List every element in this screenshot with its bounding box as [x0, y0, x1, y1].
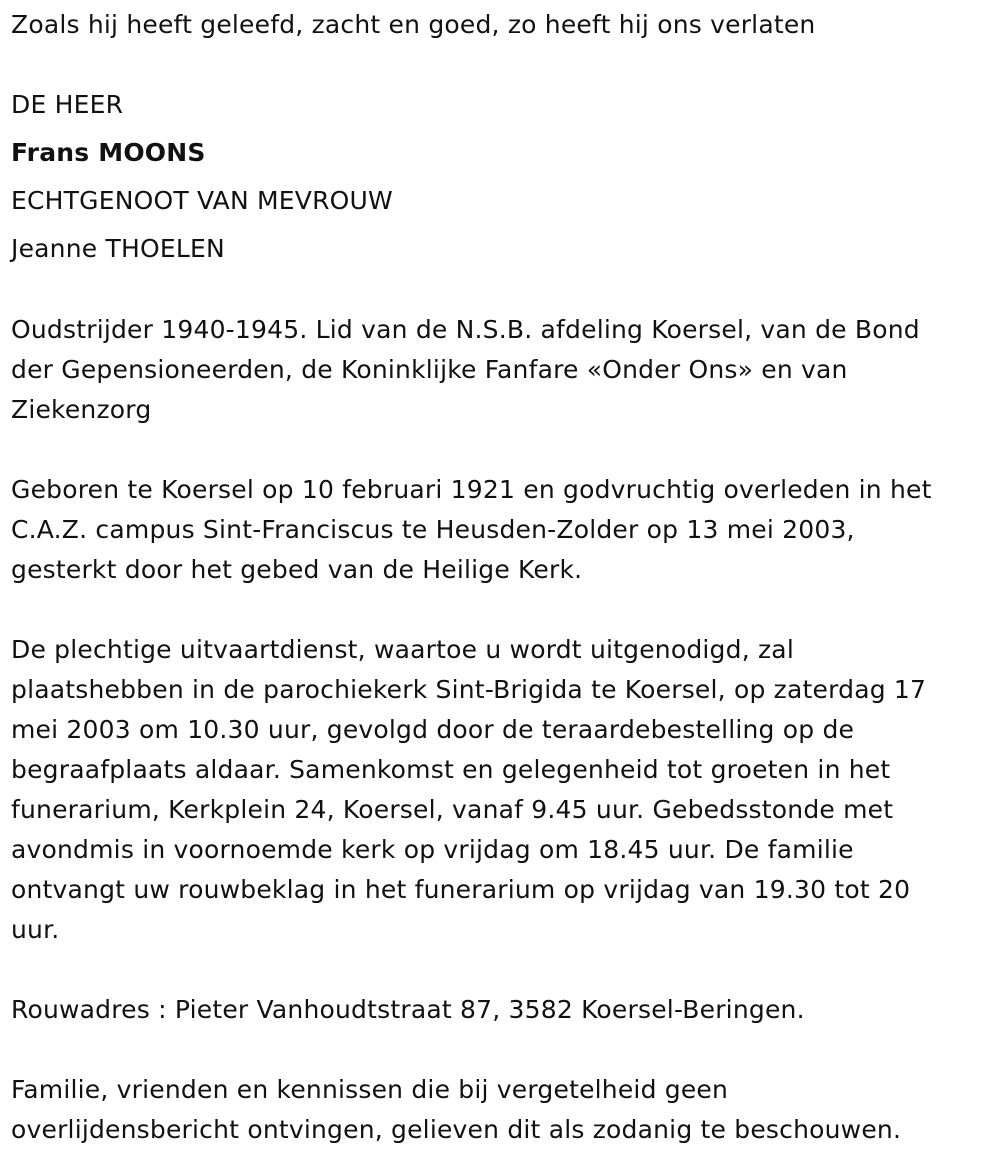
funeral-line: mei 2003 om 10.30 uur, gevolgd door de teraardebestelling op de: [11, 715, 855, 744]
closing-line: overlijdensbericht ontvingen, gelieven dit als zodanig te beschouwen.: [11, 1115, 902, 1144]
birth-death-line: gesterkt door het gebed van de Heilige Kerk.: [11, 555, 583, 584]
birth-death-line: C.A.Z. campus Sint-Franciscus te Heusden-Zolder op 13 mei 2003,: [11, 515, 855, 544]
funeral-line: plaatshebben in de parochiekerk Sint-Brigida te Koersel, op zaterdag 17: [11, 675, 927, 704]
funeral-line: avondmis in voornoemde kerk op vrijdag om 18.45 uur. De familie: [11, 835, 854, 864]
memberships-line: der Gepensioneerden, de Koninklijke Fanfare «Onder Ons» en van: [11, 355, 848, 384]
birth-death-line: Geboren te Koersel op 10 februari 1921 en godvruchtig overleden in het: [11, 475, 932, 504]
mourning-address: Rouwadres : Pieter Vanhoudtstraat 87, 3582 Koersel-Beringen.: [11, 995, 805, 1024]
motto: Zoals hij heeft geleefd, zacht en goed, zo heeft hij ons verlaten: [11, 10, 816, 39]
spouse-label: ECHTGENOOT VAN MEVROUW: [11, 186, 393, 215]
funeral-line: ontvangt uw rouwbeklag in het funerarium op vrijdag van 19.30 tot 20: [11, 875, 911, 904]
spouse-name: Jeanne THOELEN: [11, 234, 225, 263]
funeral-line: begraafplaats aldaar. Samenkomst en gelegenheid tot groeten in het: [11, 755, 891, 784]
funeral-line: uur.: [11, 915, 60, 944]
closing-line: Familie, vrienden en kennissen die bij vergetelheid geen: [11, 1075, 729, 1104]
closing-paragraph: [11, 1070, 976, 1150]
birth-death-paragraph: [11, 470, 976, 590]
funeral-line: De plechtige uitvaartdienst, waartoe u wordt uitgenodigd, zal: [11, 635, 794, 664]
funeral-paragraph: [11, 630, 976, 950]
memberships-line: Oudstrijder 1940-1945. Lid van de N.S.B. afdeling Koersel, van de Bond: [11, 315, 920, 344]
title: DE HEER: [11, 90, 124, 119]
funeral-line: funerarium, Kerkplein 24, Koersel, vanaf 9.45 uur. Gebedsstonde met: [11, 795, 894, 824]
deceased-name: Frans MOONS: [11, 138, 206, 167]
memberships-line: Ziekenzorg: [11, 395, 152, 424]
memberships-paragraph: [11, 310, 976, 430]
